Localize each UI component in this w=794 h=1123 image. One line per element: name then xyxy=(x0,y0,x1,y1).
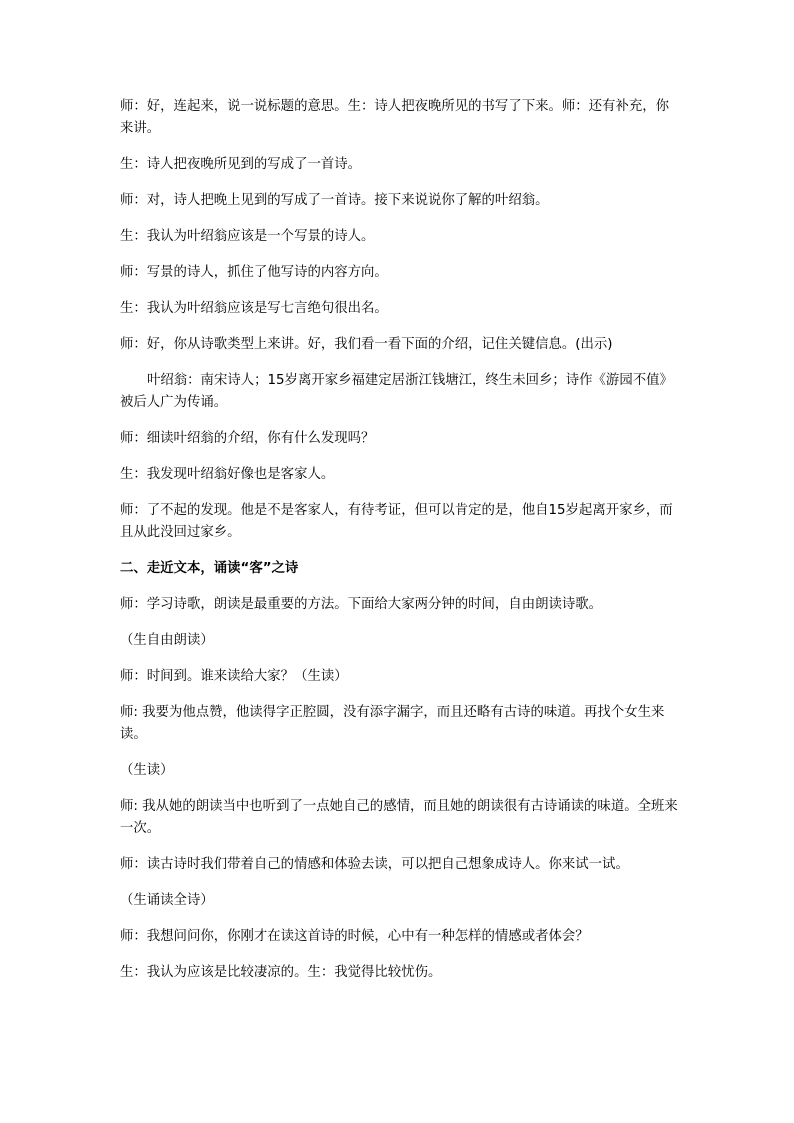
section-heading: 二、走近文本，诵读“客”之诗 xyxy=(120,561,299,576)
paragraph-16: 师: 我要为他点赞，他读得字正腔圆，没有添字漏字，而且还略有古诗的味道。再找个女生来读。 xyxy=(120,705,665,742)
paragraph-13: 师：学习诗歌，朗读是最重要的方法。下面给大家两分钟的时间，自由朗读诗歌。 xyxy=(120,597,603,612)
paragraph-14: （生自由朗读） xyxy=(120,633,214,648)
paragraph-4: 生：我认为叶绍翁应该是一个写景的诗人。 xyxy=(120,229,375,244)
paragraph-22: 生：我认为应该是比较凄凉的。生：我觉得比较忧伤。 xyxy=(120,965,442,980)
paragraph-2: 生：诗人把夜晚所见到的写成了一首诗。 xyxy=(120,157,362,172)
paragraph-17: （生读） xyxy=(120,763,174,778)
paragraph-1: 师：好，连起来，说一说标题的意思。生：诗人把夜晚所见的书写了下来。师：还有补充，你来讲。 xyxy=(120,99,670,136)
paragraph-20: （生诵读全诗） xyxy=(120,893,214,908)
paragraph-21: 师：我想问问你，你刚才在读这首诗的时候，心中有一种怎样的情感或者体会？ xyxy=(120,929,589,944)
paragraph-19: 师：读古诗时我们带着自己的情感和体验去读，可以把自己想象成诗人。你来试一试。 xyxy=(120,857,629,872)
author-intro-paragraph: 叶绍翁：南宋诗人；15岁离开家乡福建定居浙江钱塘江，终生未回乡；诗作《游园不值》被后人广为传诵。 xyxy=(120,373,673,410)
document-page xyxy=(120,96,680,998)
paragraph-5: 师：写景的诗人，抓住了他写诗的内容方向。 xyxy=(120,265,388,280)
paragraph-7: 师：好，你从诗歌类型上来讲。好，我们看一看下面的介绍，记住关键信息。(出示) xyxy=(120,337,613,352)
paragraph-3: 师：对，诗人把晚上见到的写成了一首诗。接下来说说你了解的叶绍翁。 xyxy=(120,193,549,208)
paragraph-9: 师：细读叶绍翁的介绍，你有什么发现吗？ xyxy=(120,431,375,446)
paragraph-10: 生：我发现叶绍翁好像也是客家人。 xyxy=(120,467,335,482)
paragraph-6: 生：我认为叶绍翁应该是写七言绝句很出名。 xyxy=(120,301,388,316)
paragraph-11: 师：了不起的发现。他是不是客家人，有待考证，但可以肯定的是，他自15岁起离开家乡，而且从此没回过家乡。 xyxy=(120,503,673,540)
paragraph-15: 师：时间到。谁来读给大家？（生读） xyxy=(120,669,348,684)
paragraph-18: 师: 我从她的朗读当中也听到了一点她自己的感情，而且她的朗读很有古诗诵读的味道。全班来一次。 xyxy=(120,799,678,836)
